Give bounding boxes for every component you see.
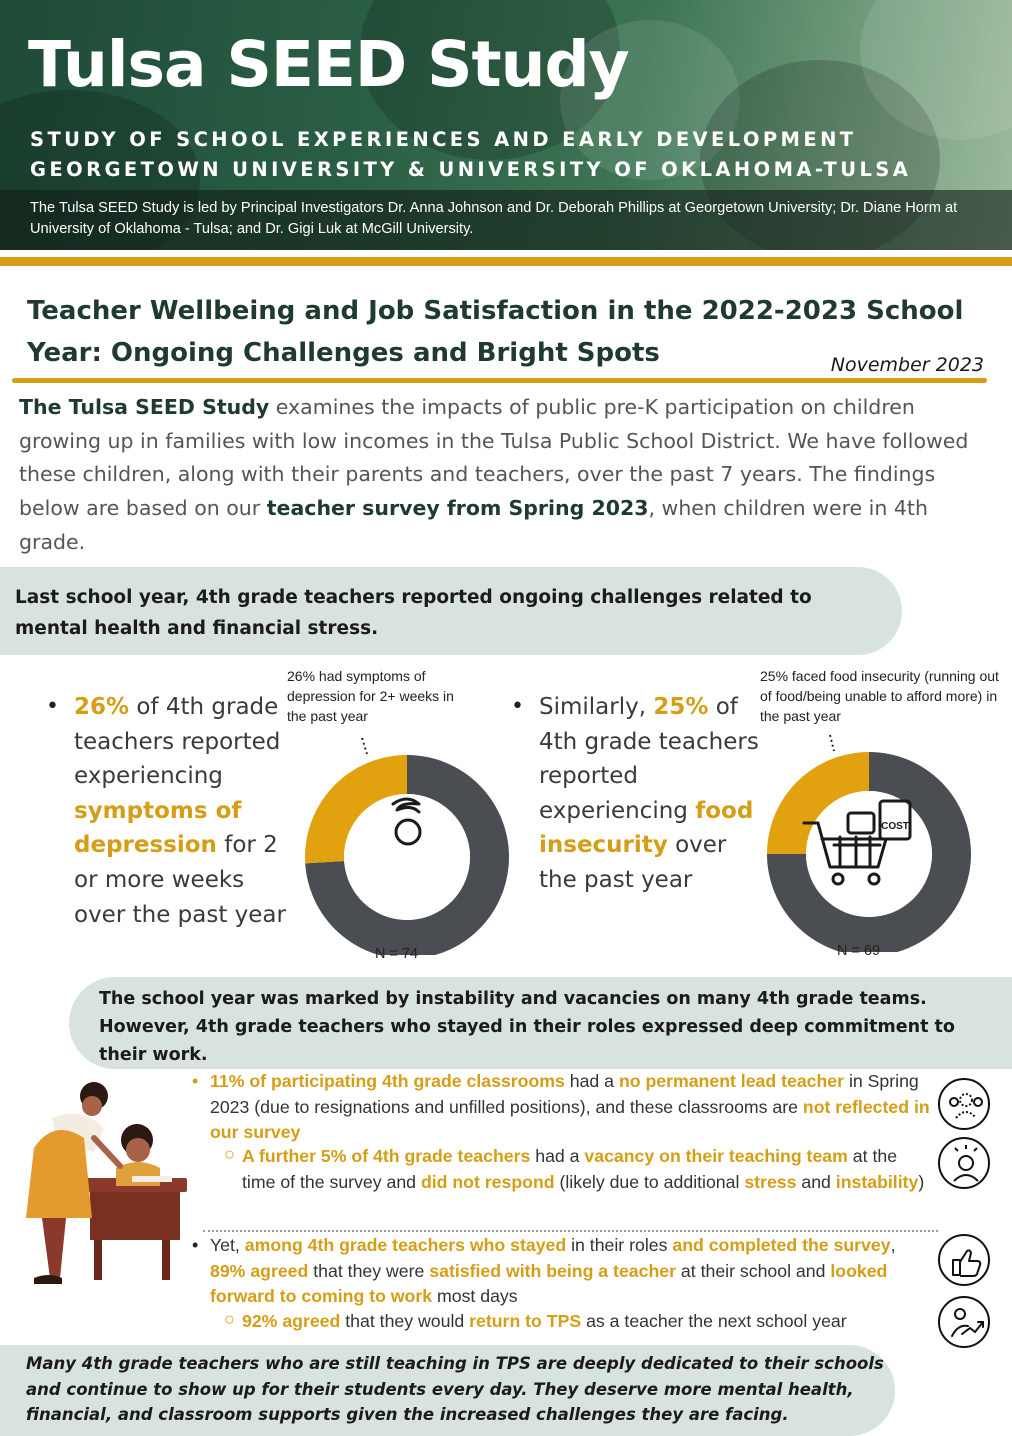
report-title-line-1: Teacher Wellbeing and Job Satisfaction in the 2022-2023 School xyxy=(27,296,964,326)
thumbs-up-icon xyxy=(938,1234,990,1286)
commitment-b3-text-2: , xyxy=(890,1235,896,1255)
intro-lead: The Tulsa SEED Study xyxy=(19,395,270,419)
bullet-dot: • xyxy=(46,694,59,719)
note-pointer xyxy=(830,735,834,751)
depression-sample-size: N = 74 xyxy=(375,946,419,962)
instability-b1-hl-3: not reflected in our survey xyxy=(210,1096,930,1142)
report-title-line-2: Year: Ongoing Challenges and Bright Spots xyxy=(27,338,660,368)
intro-text-1: examines the impacts of public pre-K participation on children growing up in families with low incomes in the Tulsa Public School District. We have followed these children, along with their parents and teachers, over the past 7 years. The findings below are based on our xyxy=(19,395,969,521)
page-title: Tulsa SEED Study xyxy=(28,28,629,101)
callout-challenges-text: Last school year, 4th grade teachers reported ongoing challenges related to mental health and financial stress. xyxy=(15,587,812,639)
stat-food-insecurity xyxy=(511,690,761,898)
growth-person-icon xyxy=(938,1296,990,1348)
depression-donut-note: 26% had symptoms of depression for 2+ weeks in the past year xyxy=(287,668,454,724)
stat-depression-pct: 26% xyxy=(74,694,130,720)
callout-challenges xyxy=(0,567,902,655)
commitment-b3-text-3: that they were xyxy=(308,1260,430,1281)
food-insecurity-donut-chart xyxy=(752,717,987,952)
commitment-b3-hl-2: and completed the survey xyxy=(672,1235,891,1255)
stat-food-highlight: food insecurity xyxy=(539,797,754,859)
depression-donut-chart xyxy=(290,720,525,955)
commitment-b3-hl-1: among 4th grade teachers who stayed xyxy=(244,1235,567,1255)
commitment-b3-text-5: most days xyxy=(432,1286,518,1306)
report-date: November 2023 xyxy=(830,354,984,376)
stat-depression-text-2: for 2 or more weeks over the past year xyxy=(74,832,286,928)
cost-tag-label: COST xyxy=(881,821,909,832)
food-donut-note: 25% faced food insecurity (running out of food/being unable to afford more) in the past year xyxy=(760,668,999,724)
investigators-credit: The Tulsa SEED Study is led by Principal Investigators Dr. Anna Johnson and Dr. Deborah Phillips at Georgetown University; Dr. Diane Horm at University of Oklahoma - Tulsa; and Dr. Gigi Luk at McGill University. xyxy=(30,200,958,237)
instability-b2-text-4: and xyxy=(796,1171,836,1192)
stat-food-text-2: over the past year xyxy=(539,832,727,893)
subtitle-line-2: GEORGETOWN UNIVERSITY & UNIVERSITY OF OKLAHOMA-TULSA xyxy=(30,158,912,181)
dotted-divider xyxy=(203,1230,938,1232)
callout-instability xyxy=(69,977,1012,1069)
intro-survey: teacher survey from Spring 2023 xyxy=(266,496,649,521)
stat-depression-highlight: symptoms of depression xyxy=(74,797,242,859)
commitment-b3-hl-3: 89% agreed xyxy=(210,1260,309,1281)
bullet-circle: ○ xyxy=(224,1144,235,1164)
commitment-b3-text-0: Yet, xyxy=(210,1235,245,1255)
commitment-b3-text-1: in their roles xyxy=(566,1235,673,1255)
stat-food-text-1: of 4th grade teachers reported experiencing xyxy=(539,694,759,824)
commitment-b4-hl-1: 92% agreed xyxy=(242,1311,341,1331)
note-pointer xyxy=(362,738,367,754)
title-underline xyxy=(12,378,987,383)
instability-b1-hl-1: 11% of participating 4th grade classrooms xyxy=(210,1071,565,1091)
callout-conclusion xyxy=(0,1345,895,1436)
commitment-b3-text-4: at their school and xyxy=(675,1260,831,1281)
instability-b2-text-2: at the time of the survey and xyxy=(242,1146,898,1192)
bullet-dot: • xyxy=(192,1071,199,1091)
instability-b2-text-3: (likely due to additional xyxy=(554,1171,745,1192)
teacher-student-illustration xyxy=(12,1078,197,1293)
subtitle-line-1: STUDY OF SCHOOL EXPERIENCES AND EARLY DEVELOPMENT xyxy=(30,128,857,151)
instability-b1-text-1: had a xyxy=(564,1071,619,1091)
report-title xyxy=(27,290,967,374)
donut-hole xyxy=(344,794,470,920)
commitment-b4-text-2: as a teacher the next school year xyxy=(581,1311,847,1331)
stat-depression-text-1: of 4th grade teachers reported experiencing xyxy=(74,694,281,790)
instability-b2-hl-1: A further 5% of 4th grade teachers xyxy=(242,1146,531,1166)
instability-b2-text-5: ) xyxy=(918,1171,925,1192)
commitment-b3-hl-5: looked forward to coming to work xyxy=(210,1260,888,1306)
instability-b2-hl-4: stress xyxy=(744,1171,797,1192)
commitment-bullet-1 xyxy=(192,1233,932,1310)
stressed-person-icon xyxy=(938,1137,990,1189)
instability-b1-hl-2: no permanent lead teacher xyxy=(618,1071,845,1091)
empty-seat-icon xyxy=(938,1078,990,1130)
commitment-b3-hl-4: satisfied with being a teacher xyxy=(429,1260,676,1281)
bullet-circle: ○ xyxy=(224,1309,235,1329)
stat-food-text-0: Similarly, xyxy=(539,694,654,720)
instability-bullet-1 xyxy=(192,1069,930,1146)
header-banner xyxy=(0,0,1012,250)
bullet-dot: • xyxy=(511,694,524,719)
stat-depression xyxy=(46,690,296,932)
instability-b1-text-2: in Spring 2023 (due to resignations and unfilled positions), and these classrooms are xyxy=(210,1071,919,1117)
instability-bullet-2 xyxy=(224,1144,934,1195)
food-sample-size: N = 69 xyxy=(837,943,881,959)
intro-paragraph xyxy=(19,391,994,560)
callout-instability-text: The school year was marked by instability and vacancies on many 4th grade teams. However, 4th grade teachers who stayed in their roles expressed deep commitment to their work. xyxy=(99,989,955,1065)
stat-food-pct: 25% xyxy=(653,694,709,720)
instability-b2-text-1: had a xyxy=(530,1146,585,1166)
instability-b2-hl-5: instability xyxy=(835,1171,919,1192)
bullet-dot: • xyxy=(192,1235,199,1255)
commitment-bullet-2 xyxy=(224,1309,932,1335)
commitment-b4-text-1: that they would xyxy=(340,1311,470,1331)
callout-conclusion-text: Many 4th grade teachers who are still teaching in TPS are deeply dedicated to their schools and continue to show up for their students every day. They deserve more mental health, financial, and classroom supports given the increased challenges they are facing. xyxy=(26,1354,884,1424)
instability-b2-hl-3: did not respond xyxy=(420,1171,555,1192)
commitment-b4-hl-2: return to TPS xyxy=(469,1311,582,1331)
gold-divider xyxy=(0,257,1012,266)
instability-b2-hl-2: vacancy on their teaching team xyxy=(584,1146,848,1166)
intro-text-2: , when children were in 4th grade. xyxy=(19,496,928,554)
